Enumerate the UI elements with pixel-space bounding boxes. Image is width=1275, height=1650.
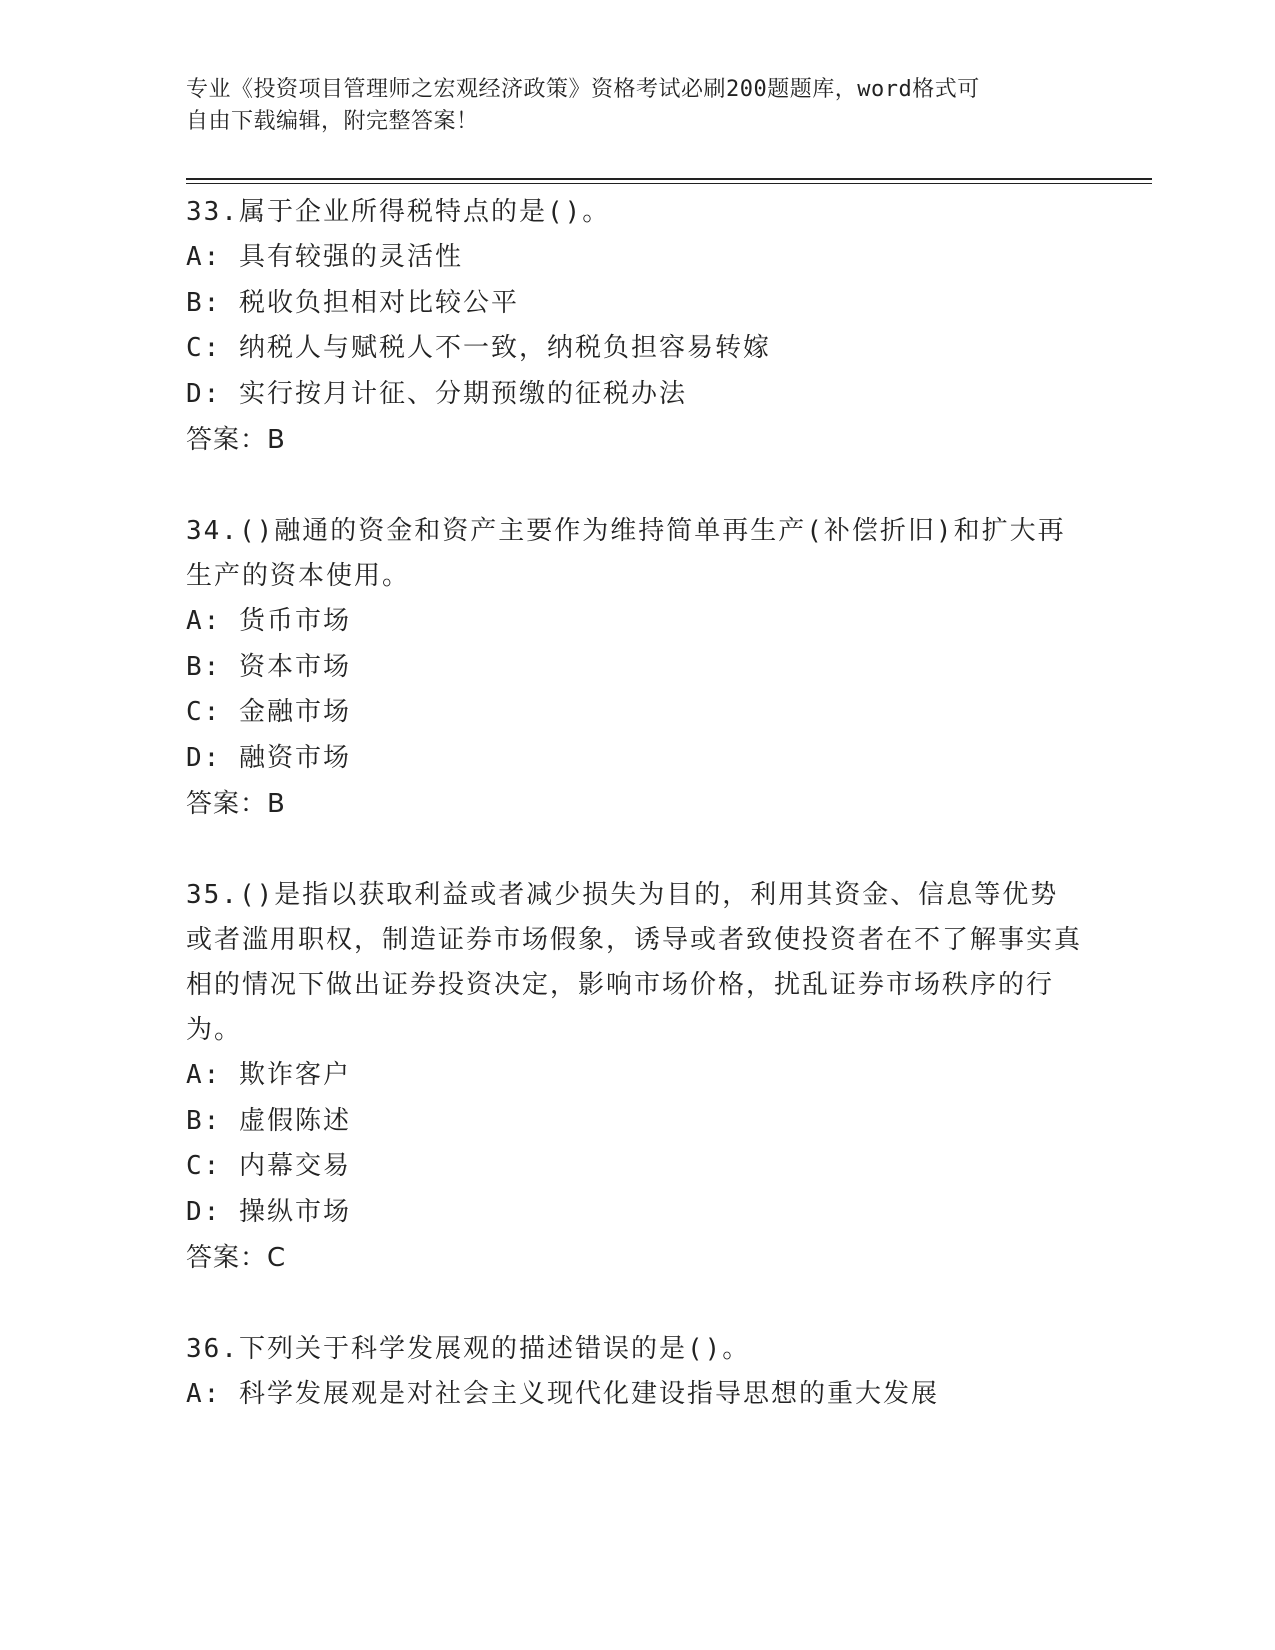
question-text: 36.下列关于科学发展观的描述错误的是()。 xyxy=(186,1334,751,1364)
option-b: B: 税收负担相对比较公平 xyxy=(186,287,519,318)
answer-label: 答案：B xyxy=(186,425,286,455)
option-d: D: 融资市场 xyxy=(186,742,351,773)
question-text: 33.属于企业所得税特点的是()。 xyxy=(186,197,611,227)
option-a: A: 欺诈客户 xyxy=(186,1060,351,1090)
option-c: C: 金融市场 xyxy=(186,697,351,727)
question-35 xyxy=(186,873,1086,1281)
option-a: A: 货币市场 xyxy=(186,606,351,636)
question-33 xyxy=(186,190,1086,463)
question-list xyxy=(186,190,1086,1464)
question-34 xyxy=(186,509,1086,827)
document-header xyxy=(186,74,1066,138)
header-divider-thick xyxy=(186,178,1152,180)
option-a: A: 科学发展观是对社会主义现代化建设指导思想的重大发展 xyxy=(186,1379,939,1409)
answer-label: 答案：B xyxy=(186,789,286,819)
header-divider-thin xyxy=(186,183,1152,184)
option-a: A: 具有较强的灵活性 xyxy=(186,242,463,272)
answer-label: 答案：C xyxy=(186,1243,287,1273)
question-text: 35.()是指以获取利益或者减少损失为目的，利用其资金、信息等优势或者滥用职权，制造证券市场假象，诱导或者致使投资者在不了解事实真相的情况下做出证券投资决定，影响市场价格，扰乱证券市场秩序的行为。 xyxy=(186,880,1083,1045)
option-b: B: 虚假陈述 xyxy=(186,1105,351,1136)
option-d: D: 实行按月计征、分期预缴的征税办法 xyxy=(186,378,687,409)
option-c: C: 纳税人与赋税人不一致，纳税负担容易转嫁 xyxy=(186,333,771,363)
header-line-1: 专业《投资项目管理师之宏观经济政策》资格考试必刷200题题库，word格式可 xyxy=(186,77,980,102)
option-b: B: 资本市场 xyxy=(186,651,351,682)
question-text: 34.()融通的资金和资产主要作为维持简单再生产(补偿折旧)和扩大再生产的资本使用。 xyxy=(186,516,1066,591)
question-36 xyxy=(186,1327,1086,1418)
header-line-2: 自由下载编辑，附完整答案！ xyxy=(186,109,479,134)
option-c: C: 内幕交易 xyxy=(186,1151,351,1181)
option-d: D: 操纵市场 xyxy=(186,1196,351,1227)
